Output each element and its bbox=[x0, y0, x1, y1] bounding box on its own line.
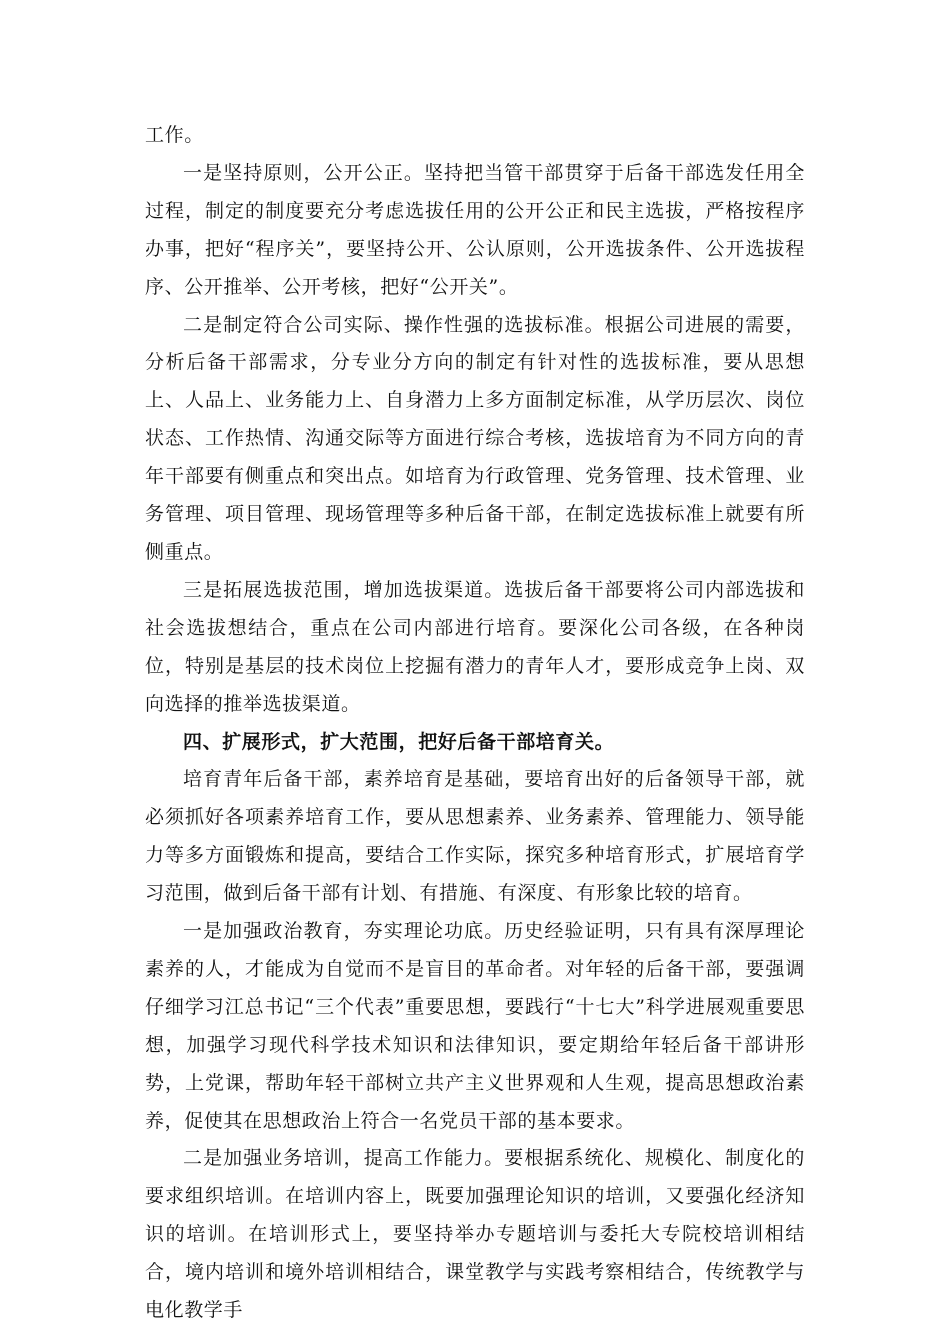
section-heading-four: 四、扩展形式，扩大范围，把好后备干部培育关。 bbox=[183, 730, 615, 753]
paragraph-selection-standards: 二是制定符合公司实际、操作性强的选拔标准。根据公司进展的需要，分析后备干部需求，分专业分方向的制定有针对性的选拔标准，要从思想上、人品上、业务能力上、自身潜力上多方面制定标准，从学历层次、岗位状态、工作热情、沟通交际等方面进行综合考核，选拔培育为不同方向的青年干部要有侧重点和突出点。如培育为行政管理、党务管理、技术管理、业务管理、项目管理、现场管理等多种后备干部，在制定选拔标准上就要有所侧重点。 bbox=[145, 313, 805, 563]
paragraph-continuation: 工作。 bbox=[145, 124, 204, 146]
paragraph-political-education: 一是加强政治教育，夯实理论功底。历史经验证明，只有具有深厚理论素养的人，才能成为自觉而不是盲目的革命者。对年轻的后备干部，要强调仔细学习江总书记“三个代表”重要思想，要践行“十七大”科学进展观重要思想，加强学习现代科学技术知识和法律知识，要定期给年轻后备干部讲形势，上党课，帮助年轻干部树立共产主义世界观和人生观，提高思想政治素养，促使其在思想政治上符合一名党员干部的基本要求。 bbox=[145, 920, 805, 1132]
paragraph-selection-channels: 三是拓展选拔范围，增加选拔渠道。选拔后备干部要将公司内部选拔和社会选拔想结合，重点在公司内部进行培育。要深化公司各级，在各种岗位，特别是基层的技术岗位上挖掘有潜力的青年人才，要形成竞争上岗、双向选择的推举选拔渠道。 bbox=[145, 578, 805, 715]
document-body bbox=[145, 117, 805, 1330]
paragraph-principle-fairness: 一是坚持原则，公开公正。坚持把当管干部贯穿于后备干部选发任用全过程，制定的制度要充分考虑选拔任用的公开公正和民主选拔，严格按程序办事，把好“程序关”，要坚持公开、公认原则，公开选拔条件、公开选拔程序、公开推举、公开考核，把好“公开关”。 bbox=[145, 161, 805, 298]
paragraph-cultivation-intro: 培育青年后备干部，素养培育是基础，要培育出好的后备领导干部，就必须抓好各项素养培育工作，要从思想素养、业务素养、管理能力、领导能力等多方面锻炼和提高，要结合工作实际，探究多种培育形式，扩展培育学习范围，做到后备干部有计划、有措施、有深度、有形象比较的培育。 bbox=[145, 768, 805, 905]
paragraph-business-training: 二是加强业务培训，提高工作能力。要根据系统化、规模化、制度化的要求组织培训。在培训内容上，既要加强理论知识的培训，又要强化经济知识的培训。在培训形式上，要坚持举办专题培训与委托大专院校培训相结合，境内培训和境外培训相结合，课堂教学与实践考察相结合，传统教学与电化教学手 bbox=[145, 1147, 805, 1322]
